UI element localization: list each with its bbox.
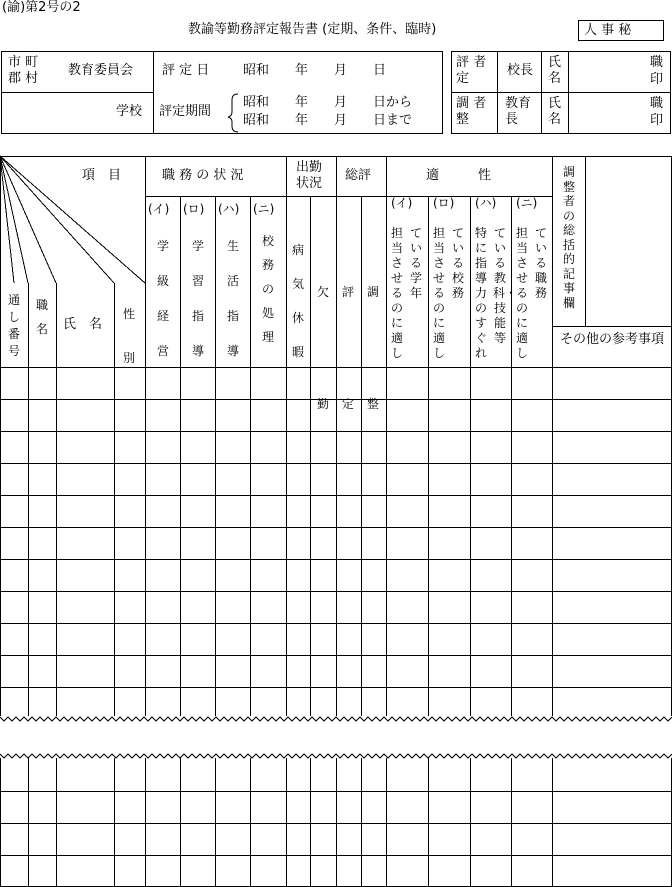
name-label-4: 名 [548, 112, 562, 127]
aptitude-line2-3: ている職務 [534, 226, 547, 300]
evaluation-header: 評定 [341, 285, 354, 411]
sick-leave-header: 病気休暇 [291, 243, 304, 359]
other-remarks-header: その他の参考事項 [560, 332, 665, 347]
principal-label: 校長 [507, 63, 534, 78]
absence-header: 欠勤 [316, 285, 329, 411]
aptitude-header: 適 性 [426, 168, 492, 183]
adjuster-label-2: 整 [456, 112, 470, 127]
seal-label-4: 印 [650, 113, 664, 128]
aptitude-mark-3: (ニ) [516, 196, 538, 210]
post-header: 職名 [35, 298, 48, 336]
duty-mark-3: (ニ) [253, 202, 275, 216]
municipality-label-1: 市 町 [8, 55, 39, 70]
aptitude-line2-1: ている校務 [451, 226, 464, 300]
board-of-education-label: 教育委員会 [68, 63, 134, 78]
evaluator-label-2: 定 [456, 71, 470, 86]
duty-label-3: 校務の処理 [261, 234, 274, 344]
education-label-2: 長 [505, 112, 519, 127]
aptitude-line1-2: 特に指導力のすぐれ [474, 226, 487, 360]
municipality-label-2: 郡 村 [8, 71, 39, 86]
seal-label-2: 印 [650, 72, 664, 87]
name-label-3: 氏 [548, 96, 562, 111]
education-label: 教育 [505, 96, 532, 111]
eval-date-value: 昭和 年 月 日 [243, 63, 387, 78]
duty-mark-0: (イ) [148, 202, 170, 216]
attendance-header-text: 出勤状況 [296, 160, 323, 191]
gender-header: 性別 [122, 307, 135, 365]
form-title: 教諭等勤務評定報告書 (定期、条件、臨時) [188, 22, 437, 37]
eval-date-label: 評 定 日 [162, 63, 210, 78]
seal-label-1: 職 [650, 55, 664, 70]
aptitude-line2-2: ている教科・技能等 [493, 226, 518, 345]
name-label-1: 氏 [548, 55, 562, 70]
period-to: 昭和 年 月 日まで [243, 113, 413, 128]
overall-header: 総評 [345, 168, 372, 183]
attendance-header-1 [296, 160, 324, 192]
adjuster-label: 調 者 [456, 96, 487, 111]
duty-label-1: 学習指導 [191, 239, 204, 358]
aptitude-mark-0: (イ) [391, 196, 413, 210]
period-from: 昭和 年 月 日から [243, 95, 413, 110]
duty-label-0: 学級経営 [156, 239, 169, 358]
item-header: 項 目 [82, 168, 122, 183]
duty-mark-1: (ロ) [183, 202, 205, 216]
aptitude-line1-0: 担当させるのに適し [390, 226, 403, 360]
eval-period-label: 評定期間 [159, 104, 212, 119]
name-label-2: 名 [548, 71, 562, 86]
aptitude-line1-3: 担当させるのに適し [515, 226, 528, 360]
aptitude-mark-1: (ロ) [433, 196, 455, 210]
duty-mark-2: (ハ) [218, 202, 240, 216]
aptitude-mark-2: (ハ) [475, 196, 497, 210]
evaluator-label: 評 者 [456, 55, 487, 70]
name-header: 氏 名 [63, 317, 103, 332]
adjustment-header: 調整 [366, 285, 379, 411]
seal-label-3: 職 [650, 96, 664, 111]
aptitude-line1-1: 担当させるのに適し [432, 226, 445, 360]
aptitude-line2-0: ている学年 [409, 226, 422, 300]
confidential-stamp: 人 事 秘 [578, 20, 664, 41]
school-label: 学校 [116, 104, 143, 119]
serial-number-header: 通し番号 [7, 293, 20, 358]
adjuster-remarks-header: 調整者の総括的記事欄 [562, 165, 575, 310]
duty-label-2: 生活指導 [226, 239, 239, 358]
duties-status-header: 職 務 の 状 況 [162, 168, 244, 183]
form-number: (諭)第2号の2 [2, 0, 81, 15]
